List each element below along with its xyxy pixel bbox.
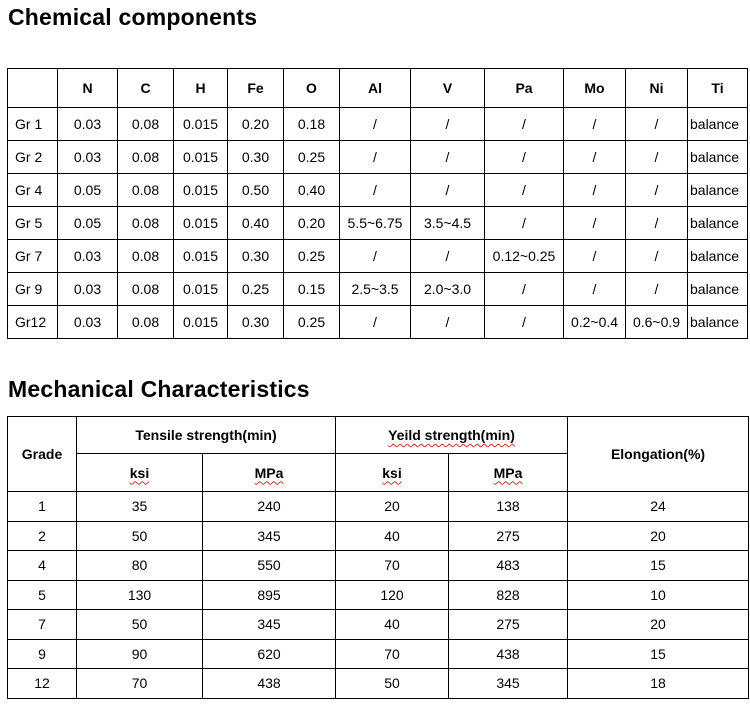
composition-cell: balance: [688, 141, 748, 174]
composition-cell: 0.05: [58, 174, 118, 207]
elongation-cell: 15: [568, 551, 749, 581]
grade-cell: 12: [8, 669, 77, 699]
tensile-ksi-cell: 50: [77, 610, 203, 640]
composition-cell: /: [485, 306, 564, 339]
composition-cell: /: [485, 207, 564, 240]
chemical-components-heading: Chemical components: [8, 4, 258, 30]
composition-cell: /: [626, 273, 688, 306]
tensile-mpa-label: MPa: [254, 464, 284, 481]
composition-cell: /: [564, 273, 626, 306]
composition-cell: 0.08: [118, 108, 174, 141]
tensile-strength-header: Tensile strength(min): [77, 417, 336, 454]
tensile-ksi-cell: 35: [77, 492, 203, 522]
composition-cell: 0.015: [174, 306, 228, 339]
composition-cell: /: [564, 141, 626, 174]
grade-header: Grade: [8, 417, 77, 492]
composition-cell: balance: [688, 306, 748, 339]
tensile-ksi-cell: 130: [77, 580, 203, 610]
table-row: [8, 141, 748, 174]
tensile-mpa-header: [203, 454, 336, 492]
composition-cell: 0.40: [284, 174, 340, 207]
composition-cell: 2.5~3.5: [340, 273, 411, 306]
grade-cell: 1: [8, 492, 77, 522]
tensile-ksi-label: ksi: [129, 464, 150, 481]
composition-cell: balance: [688, 108, 748, 141]
yield-mpa-cell: 828: [449, 580, 568, 610]
elongation-cell: 18: [568, 669, 749, 699]
yield-mpa-cell: 345: [449, 669, 568, 699]
yield-ksi-cell: 20: [336, 492, 449, 522]
composition-cell: 0.05: [58, 207, 118, 240]
table-row: [8, 207, 748, 240]
composition-cell: 0.15: [284, 273, 340, 306]
composition-cell: /: [626, 240, 688, 273]
element-header-pa: Pa: [485, 69, 564, 108]
tensile-mpa-cell: 240: [203, 492, 336, 522]
composition-cell: 0.08: [118, 207, 174, 240]
table-row: [8, 108, 748, 141]
composition-cell: 0.015: [174, 141, 228, 174]
composition-cell: 0.18: [284, 108, 340, 141]
table-row: [8, 240, 748, 273]
composition-cell: 0.6~0.9: [626, 306, 688, 339]
tensile-ksi-header: [77, 454, 203, 492]
composition-cell: 0.08: [118, 306, 174, 339]
element-header-n: N: [58, 69, 118, 108]
composition-cell: 0.015: [174, 174, 228, 207]
composition-cell: 0.30: [228, 240, 284, 273]
element-header-al: Al: [340, 69, 411, 108]
composition-cell: 0.25: [284, 240, 340, 273]
element-header-v: V: [411, 69, 485, 108]
table-row: [8, 174, 748, 207]
corner-header-cell: [8, 69, 58, 108]
composition-cell: /: [626, 108, 688, 141]
mechanical-characteristics-table: [7, 416, 749, 699]
yield-mpa-cell: 483: [449, 551, 568, 581]
table-row: [8, 521, 749, 551]
composition-cell: /: [485, 174, 564, 207]
grade-cell: Gr 5: [8, 207, 58, 240]
yield-strength-label: Yeild strength(min): [388, 427, 515, 443]
composition-cell: 0.25: [284, 306, 340, 339]
grade-cell: 9: [8, 639, 77, 669]
composition-cell: 0.03: [58, 273, 118, 306]
tensile-mpa-cell: 345: [203, 610, 336, 640]
table-row: [8, 610, 749, 640]
composition-cell: 0.40: [228, 207, 284, 240]
yield-mpa-cell: 275: [449, 521, 568, 551]
composition-cell: 0.2~0.4: [564, 306, 626, 339]
composition-cell: /: [340, 108, 411, 141]
composition-cell: /: [564, 207, 626, 240]
composition-cell: /: [626, 141, 688, 174]
composition-cell: 2.0~3.0: [411, 273, 485, 306]
yield-ksi-cell: 40: [336, 610, 449, 640]
grade-cell: Gr 1: [8, 108, 58, 141]
element-header-mo: Mo: [564, 69, 626, 108]
composition-cell: /: [485, 108, 564, 141]
composition-cell: 0.015: [174, 273, 228, 306]
composition-cell: 0.20: [284, 207, 340, 240]
grade-cell: Gr 7: [8, 240, 58, 273]
grade-cell: 7: [8, 610, 77, 640]
composition-cell: 0.015: [174, 207, 228, 240]
table-row: [8, 639, 749, 669]
table-row: [8, 306, 748, 339]
grade-cell: 4: [8, 551, 77, 581]
yield-strength-header: [336, 417, 568, 454]
elongation-header: Elongation(%): [568, 417, 749, 492]
composition-cell: /: [340, 141, 411, 174]
composition-cell: /: [340, 306, 411, 339]
chemical-components-table: [7, 68, 748, 339]
composition-cell: /: [411, 306, 485, 339]
yield-mpa-label: MPa: [493, 464, 523, 481]
tensile-ksi-cell: 80: [77, 551, 203, 581]
tensile-mpa-cell: 345: [203, 521, 336, 551]
composition-cell: /: [485, 141, 564, 174]
chemical-header-row: [8, 69, 748, 108]
element-header-c: C: [118, 69, 174, 108]
composition-cell: balance: [688, 273, 748, 306]
grade-cell: Gr 4: [8, 174, 58, 207]
composition-cell: 3.5~4.5: [411, 207, 485, 240]
composition-cell: 0.03: [58, 240, 118, 273]
composition-cell: /: [411, 108, 485, 141]
composition-cell: 0.08: [118, 141, 174, 174]
composition-cell: balance: [688, 240, 748, 273]
element-header-h: H: [174, 69, 228, 108]
composition-cell: 0.08: [118, 174, 174, 207]
composition-cell: balance: [688, 207, 748, 240]
yield-mpa-cell: 275: [449, 610, 568, 640]
composition-cell: /: [626, 174, 688, 207]
composition-cell: 5.5~6.75: [340, 207, 411, 240]
element-header-ti: Ti: [688, 69, 748, 108]
composition-cell: /: [626, 207, 688, 240]
elongation-cell: 20: [568, 521, 749, 551]
mechanical-header-row-1: [8, 417, 749, 454]
composition-cell: /: [411, 141, 485, 174]
elongation-cell: 15: [568, 639, 749, 669]
composition-cell: 0.03: [58, 141, 118, 174]
table-row: [8, 580, 749, 610]
composition-cell: 0.30: [228, 306, 284, 339]
elongation-cell: 24: [568, 492, 749, 522]
yield-ksi-cell: 120: [336, 580, 449, 610]
composition-cell: /: [340, 240, 411, 273]
elongation-cell: 10: [568, 580, 749, 610]
yield-mpa-header: [449, 454, 568, 492]
tensile-mpa-cell: 438: [203, 669, 336, 699]
tensile-mpa-cell: 620: [203, 639, 336, 669]
composition-cell: 0.08: [118, 273, 174, 306]
yield-ksi-cell: 50: [336, 669, 449, 699]
grade-cell: 5: [8, 580, 77, 610]
table-row: [8, 551, 749, 581]
tensile-mpa-cell: 550: [203, 551, 336, 581]
grade-cell: Gr 9: [8, 273, 58, 306]
element-header-o: O: [284, 69, 340, 108]
composition-cell: /: [340, 174, 411, 207]
composition-cell: 0.12~0.25: [485, 240, 564, 273]
element-header-fe: Fe: [228, 69, 284, 108]
yield-ksi-cell: 70: [336, 551, 449, 581]
composition-cell: /: [485, 273, 564, 306]
composition-cell: balance: [688, 174, 748, 207]
grade-cell: 2: [8, 521, 77, 551]
tensile-ksi-cell: 70: [77, 669, 203, 699]
table-row: [8, 273, 748, 306]
yield-mpa-cell: 438: [449, 639, 568, 669]
composition-cell: 0.015: [174, 108, 228, 141]
composition-cell: /: [411, 240, 485, 273]
yield-ksi-header: [336, 454, 449, 492]
elongation-cell: 20: [568, 610, 749, 640]
composition-cell: 0.03: [58, 306, 118, 339]
yield-ksi-label: ksi: [382, 464, 402, 481]
tensile-mpa-cell: 895: [203, 580, 336, 610]
composition-cell: 0.015: [174, 240, 228, 273]
yield-ksi-cell: 40: [336, 521, 449, 551]
yield-mpa-cell: 138: [449, 492, 568, 522]
composition-cell: 0.25: [228, 273, 284, 306]
yield-ksi-cell: 70: [336, 639, 449, 669]
composition-cell: 0.03: [58, 108, 118, 141]
composition-cell: /: [411, 174, 485, 207]
composition-cell: 0.08: [118, 240, 174, 273]
grade-cell: Gr12: [8, 306, 58, 339]
composition-cell: 0.30: [228, 141, 284, 174]
composition-cell: /: [564, 240, 626, 273]
tensile-ksi-cell: 50: [77, 521, 203, 551]
grade-cell: Gr 2: [8, 141, 58, 174]
composition-cell: 0.20: [228, 108, 284, 141]
table-row: [8, 669, 749, 699]
composition-cell: 0.25: [284, 141, 340, 174]
table-row: [8, 492, 749, 522]
composition-cell: /: [564, 108, 626, 141]
composition-cell: /: [564, 174, 626, 207]
tensile-ksi-cell: 90: [77, 639, 203, 669]
element-header-ni: Ni: [626, 69, 688, 108]
mechanical-characteristics-heading: Mechanical Characteristics: [8, 376, 310, 402]
composition-cell: 0.50: [228, 174, 284, 207]
